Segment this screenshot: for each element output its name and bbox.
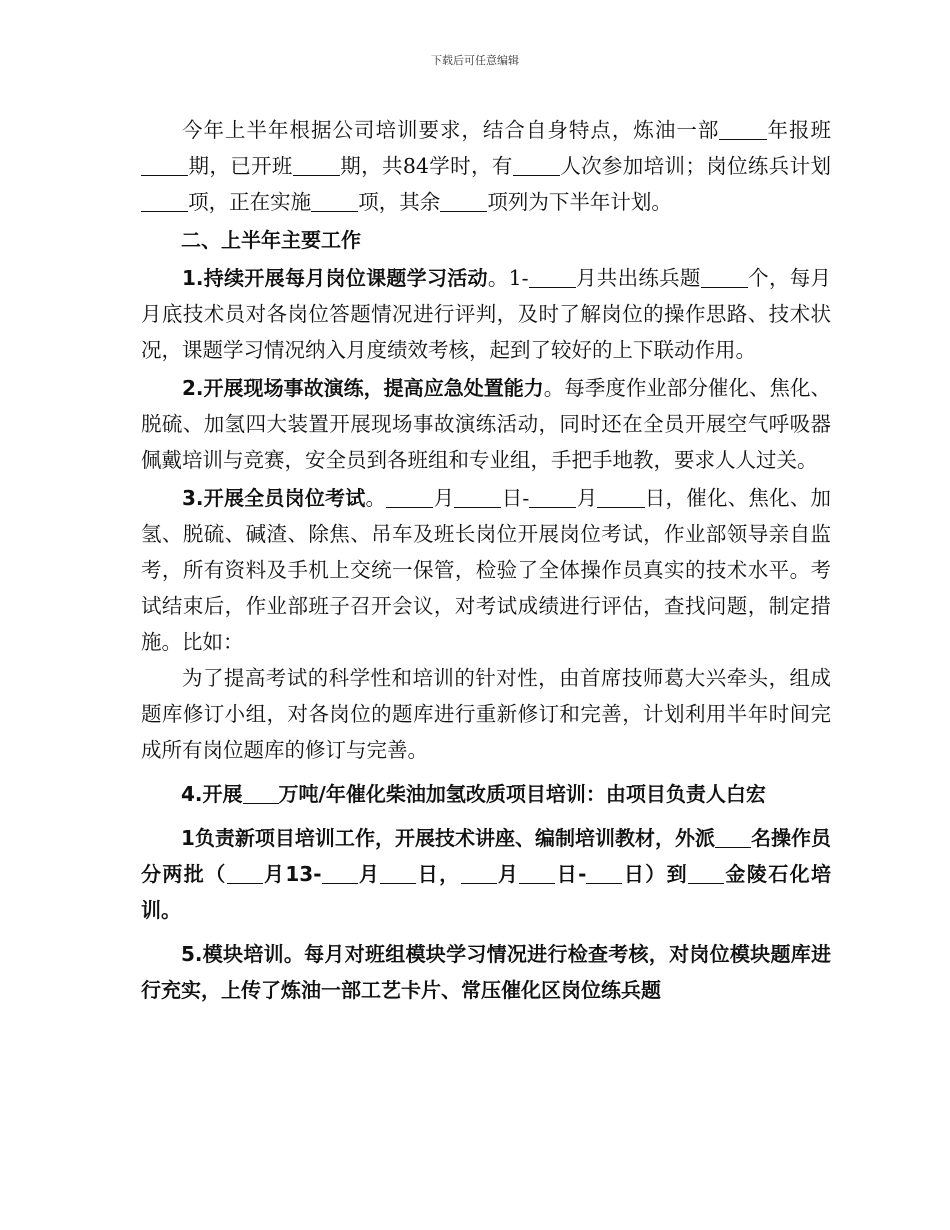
blank-underline xyxy=(461,863,497,884)
text-run: 日）到 xyxy=(622,862,689,886)
blank-underline xyxy=(719,119,766,141)
blank-underline xyxy=(380,863,416,884)
text-run: 月 xyxy=(576,486,598,510)
text-run: 今年上半年根据公司培训要求，结合自身特点，炼油一部 xyxy=(182,118,720,142)
blank-underline xyxy=(141,191,188,213)
section-heading: 二、上半年主要工作 xyxy=(181,228,361,252)
blank-underline xyxy=(293,155,340,177)
intro-paragraph xyxy=(141,112,831,220)
blank-underline xyxy=(141,155,188,177)
item-4-detail-paragraph xyxy=(141,820,831,928)
item-4-paragraph xyxy=(141,776,831,812)
text-run: 期，已开班 xyxy=(188,154,293,178)
document-body xyxy=(141,112,831,1008)
text-run: 万吨/年催化柴油加氢改质项目培训：由项目负责人白宏 xyxy=(278,782,766,806)
text-run: 个，每月月底技术员对各岗位答题情况进行评判，及时了解岗位的操作思路、技术状况，课题学习情况纳入月度绩效考核，起到了较好的上下联动作用。 xyxy=(141,266,832,362)
text-run: 月 xyxy=(496,862,520,886)
blank-underline xyxy=(227,863,263,884)
text-run: 月 xyxy=(433,486,455,510)
blank-underline xyxy=(519,863,555,884)
text-run: 。 xyxy=(365,486,387,510)
text-run: 日， xyxy=(416,862,461,886)
blank-underline xyxy=(322,863,358,884)
blank-underline xyxy=(440,191,487,213)
blank-underline xyxy=(311,191,358,213)
text-run: 项列为下半年计划。 xyxy=(487,190,672,214)
text-run: 项，正在实施 xyxy=(188,190,312,214)
text-run: 。每季度作业部分催化、焦化、脱硫、加氢四大装置开展现场事故演练活动，同时还在全员开展空气呼吸器佩戴培训与竞赛，安全员到各班组和专业组，手把手地教，要求人人过关。 xyxy=(141,376,831,472)
blank-underline xyxy=(701,267,748,289)
text-run: 月 xyxy=(357,862,381,886)
page-header-note: 下载后可任意编辑 xyxy=(431,54,519,67)
text-run: 1负责新项目培训工作，开展技术讲座、编制培训教材，外派 xyxy=(181,826,715,850)
blank-underline xyxy=(513,155,560,177)
text-run: 。1- xyxy=(487,266,529,290)
item-2-paragraph xyxy=(141,370,831,478)
text-run: 日，催化、焦化、加氢、脱硫、碱渣、除焦、吊车及班长岗位开展岗位考试，作业部领导亲自监考，所有资料及手机上交统一保管，检验了全体操作员真实的技术水平。考试结束后，作业部班子召开会议，对考试成绩进行评估，查找问题，制定措施。比如： xyxy=(141,486,832,654)
example-paragraph: 为了提高考试的科学性和培训的针对性，由首席技师葛大兴牵头，组成题库修订小组，对各岗位的题库进行重新修订和完善，计划利用半年时间完成所有岗位题库的修订与完善。 xyxy=(141,666,831,762)
item-title: 2.开展现场事故演练，提高应急处置能力 xyxy=(182,376,544,400)
blank-underline xyxy=(529,267,576,289)
text-run: 名操作员分两批（ xyxy=(141,826,831,886)
text-run: 4.开展 xyxy=(181,782,243,806)
text-run: 项，其余 xyxy=(358,190,441,214)
item-5-paragraph: 5.模块培训。每月对班组模块学习情况进行检查考核，对岗位模块题库进行充实，上传了炼油一部工艺卡片、常压催化区岗位练兵题 xyxy=(141,942,831,1002)
blank-underline xyxy=(586,863,622,884)
blank-underline xyxy=(529,487,576,509)
blank-underline xyxy=(454,487,501,509)
blank-underline xyxy=(715,827,751,848)
text-run: 金陵石化培训。 xyxy=(141,862,832,922)
text-run: 月共出练兵题 xyxy=(575,266,701,290)
text-run: 日- xyxy=(501,486,530,510)
item-title: 3.开展全员岗位考试 xyxy=(182,486,366,510)
text-run: 期，共84学时，有 xyxy=(339,154,513,178)
item-1-paragraph xyxy=(141,260,831,368)
item-3-paragraph xyxy=(141,480,831,660)
text-run: 日- xyxy=(555,862,587,886)
blank-underline xyxy=(243,783,279,804)
item-title: 1.持续开展每月岗位课题学习活动 xyxy=(182,266,488,290)
text-run: 人次参加培训；岗位练兵计划 xyxy=(559,154,831,178)
text-run: 年报班 xyxy=(766,118,832,142)
blank-underline xyxy=(597,487,644,509)
blank-underline xyxy=(688,863,724,884)
text-run: 月13- xyxy=(262,862,322,886)
blank-underline xyxy=(386,487,433,509)
